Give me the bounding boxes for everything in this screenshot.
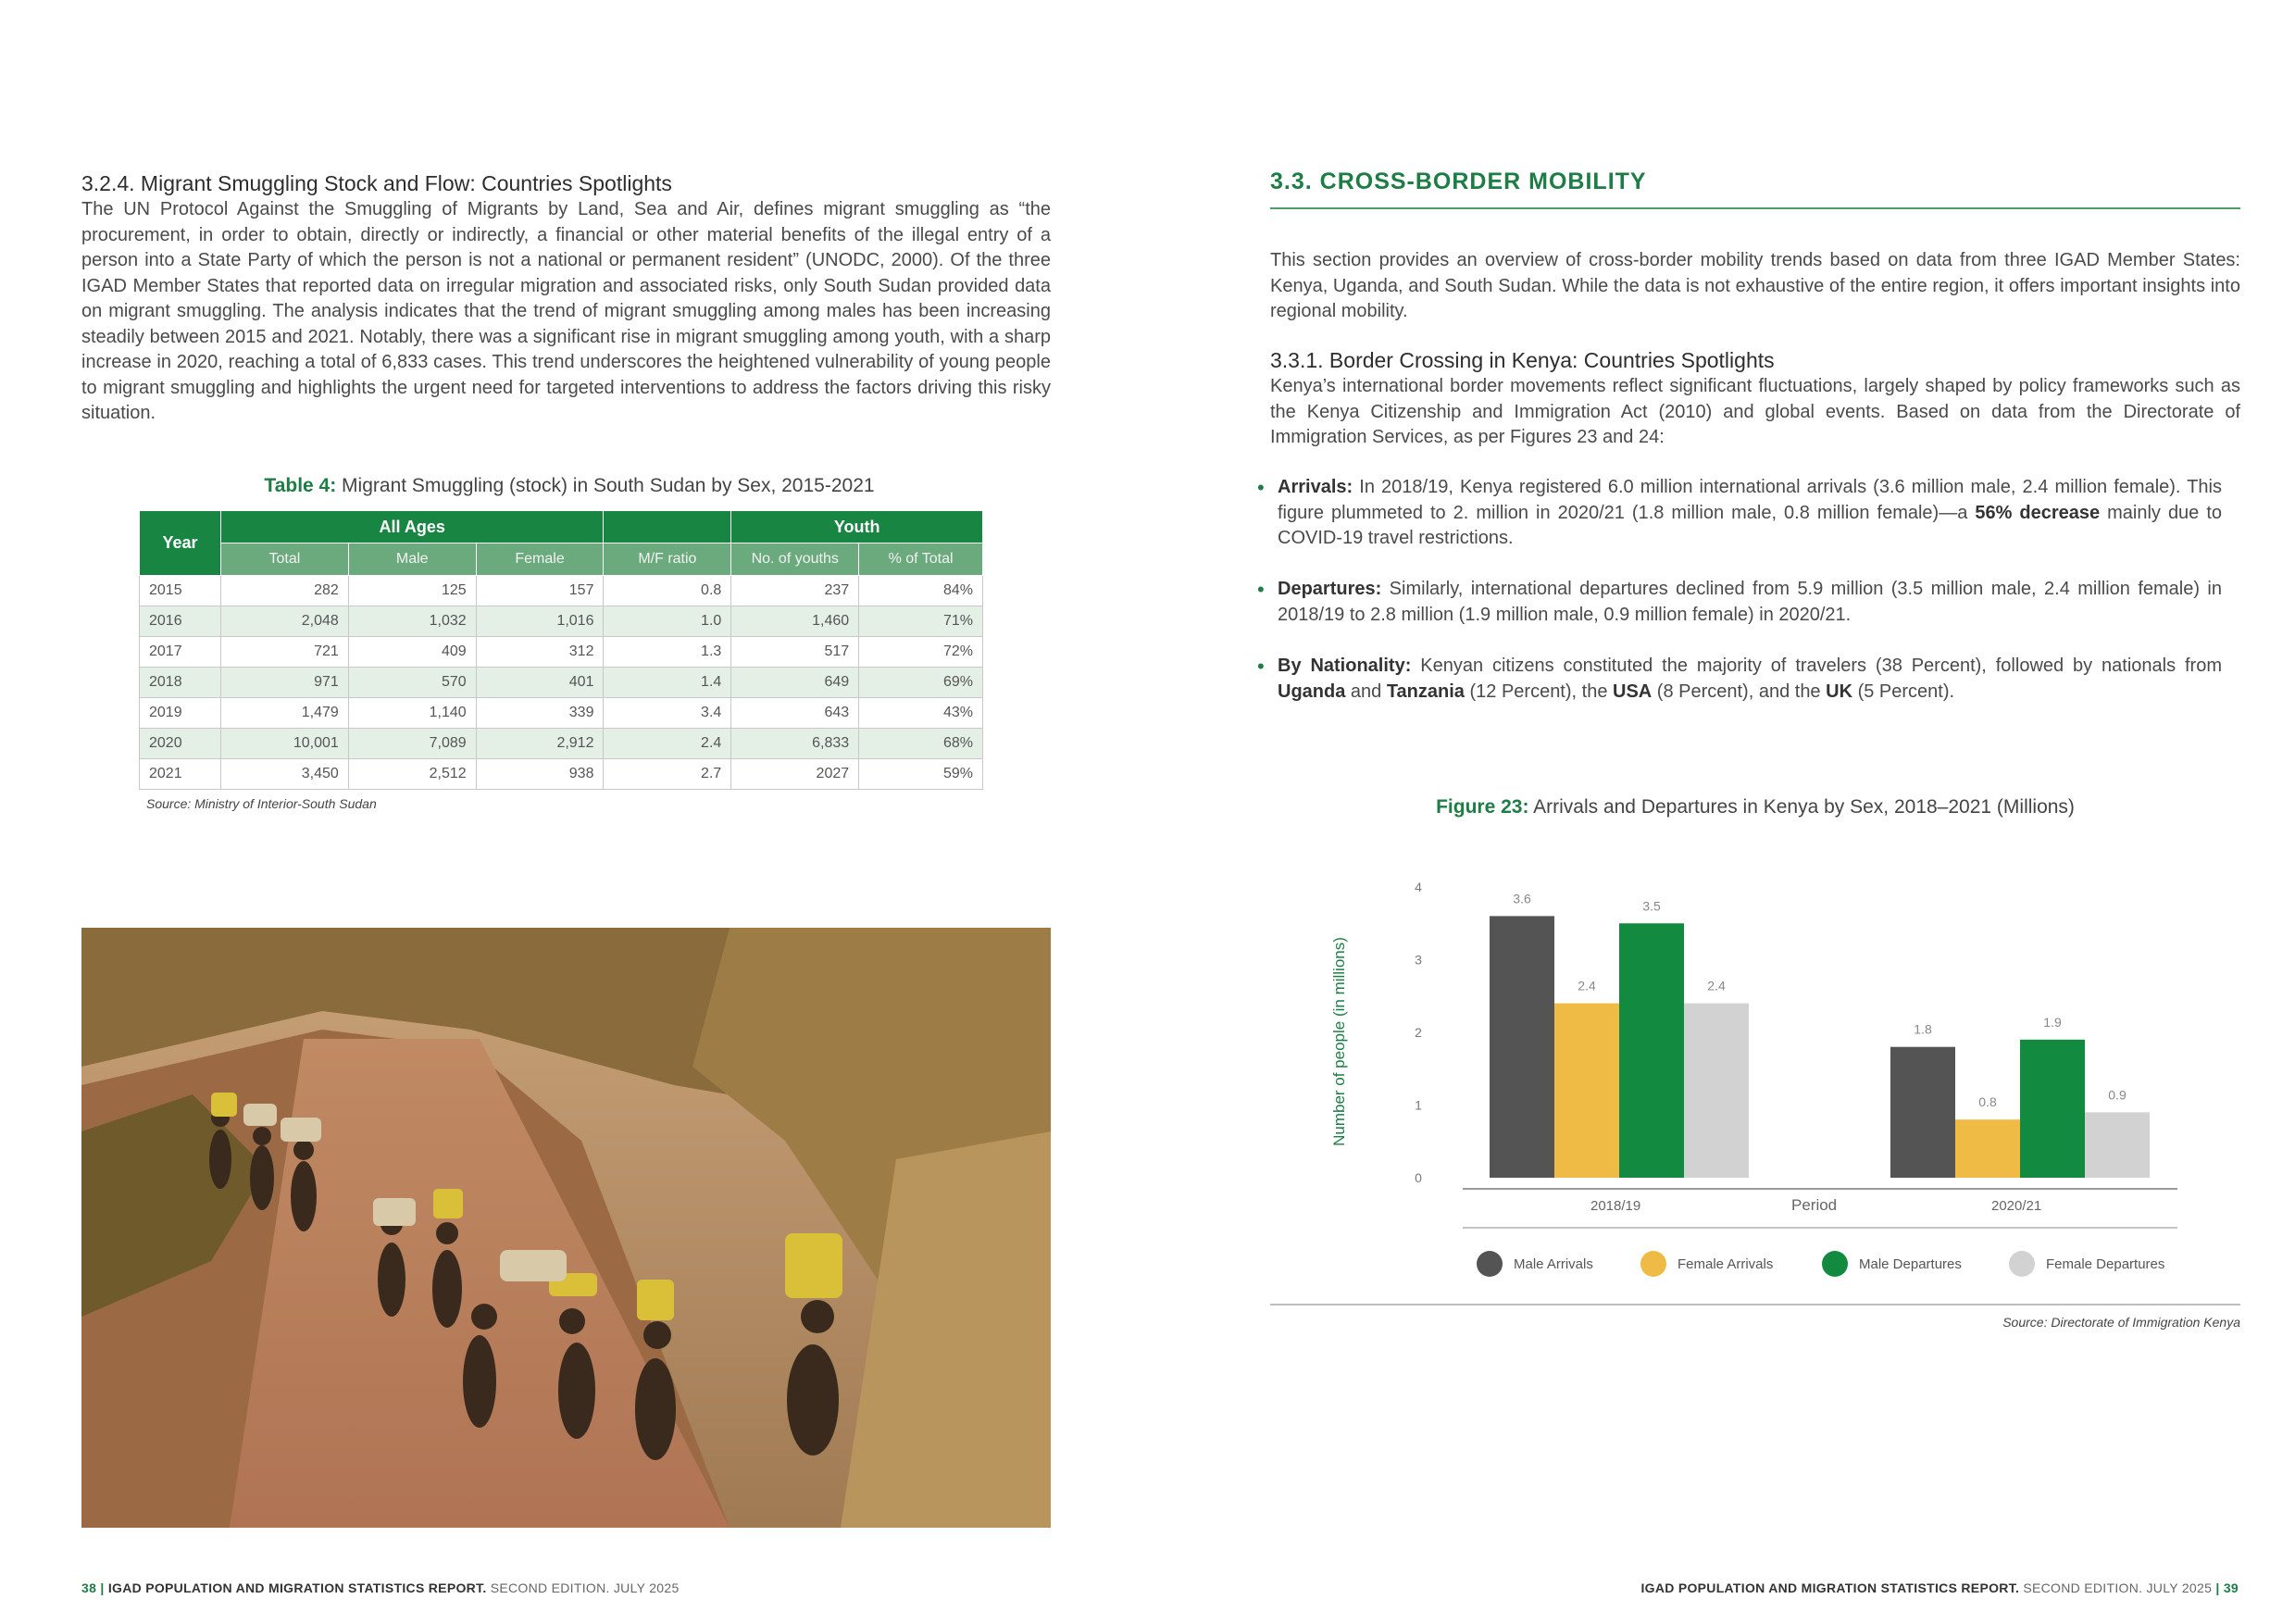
cell: 1.4: [604, 668, 731, 698]
cell: 1,016: [476, 606, 604, 637]
footer-right-edition: SECOND EDITION. JULY 2025: [2019, 1580, 2213, 1595]
cell: 68%: [859, 729, 983, 759]
cell: 2019: [140, 698, 221, 729]
legend-swatch: [1477, 1251, 1503, 1277]
legend-label: Female Departures: [2046, 1255, 2165, 1272]
y-tick-label: 1: [1415, 1097, 1422, 1113]
cell: 312: [476, 637, 604, 668]
cell: 69%: [859, 668, 983, 698]
cell: 282: [220, 576, 348, 606]
col-no-of-youths: No. of youths: [731, 543, 859, 576]
legend-label: Male Arrivals: [1514, 1255, 1593, 1272]
table-4-source: Source: Ministry of Interior-South Sudan: [146, 796, 377, 811]
cell: 0.8: [604, 576, 731, 606]
cell: 1,032: [348, 606, 476, 637]
table-row: [140, 637, 983, 668]
footer-right: [1640, 1580, 2239, 1595]
bullet-arrivals: [1257, 475, 2222, 552]
cell: 1.0: [604, 606, 731, 637]
bullet-text: (12 Percent), the: [1464, 681, 1613, 702]
cell: 938: [476, 759, 604, 790]
bullet-label: Departures:: [1278, 579, 1382, 599]
page-number-left: 38: [81, 1580, 97, 1595]
figure-23-caption-label: Figure 23:: [1436, 796, 1529, 818]
cell: 1.3: [604, 637, 731, 668]
legend-male-departures: [1822, 1250, 1962, 1278]
y-axis-label: Number of people (in millions): [1330, 937, 1348, 1146]
bar-male-departures: [1619, 923, 1684, 1178]
footer-divider-right: |: [2215, 1580, 2220, 1595]
cell: 2027: [731, 759, 859, 790]
legend-label: Female Arrivals: [1678, 1255, 1774, 1272]
cell: 3.4: [604, 698, 731, 729]
bar-value-label: 1.9: [2043, 1014, 2062, 1030]
figure-23-caption-text: Arrivals and Departures in Kenya by Sex, 2018–2021 (Millions): [1528, 796, 2075, 818]
cell: 84%: [859, 576, 983, 606]
cell: 2016: [140, 606, 221, 637]
children-carrying-water-photo: [81, 928, 1051, 1528]
bullet-emphasis: USA: [1613, 681, 1653, 702]
cell: 570: [348, 668, 476, 698]
section-3-2-4-heading: 3.2.4. Migrant Smuggling Stock and Flow: Countries Spotlights: [81, 171, 672, 195]
legend-swatch: [2009, 1251, 2035, 1277]
cell: 2,912: [476, 729, 604, 759]
cell: 1,479: [220, 698, 348, 729]
table-4-caption-label: Table 4:: [264, 475, 337, 496]
figure-23-caption: [1270, 796, 2240, 818]
table-4-caption-text: Migrant Smuggling (stock) in South Sudan by Sex, 2015-2021: [336, 475, 875, 496]
bullet-dot: •: [1257, 655, 1265, 678]
bullet-text: (5 Percent).: [1852, 681, 1955, 702]
cell: 2018: [140, 668, 221, 698]
cell: 157: [476, 576, 604, 606]
year-header: Year: [140, 511, 221, 576]
bullet-emphasis: Uganda: [1278, 681, 1346, 702]
legend-swatch: [1822, 1251, 1848, 1277]
bullet-text-tail: mainly due to COVID-19 travel restrictions.: [1278, 502, 2222, 548]
cell: 7,089: [348, 729, 476, 759]
y-axis-ticks: [1415, 880, 1422, 1185]
table-row: [140, 668, 983, 698]
cell: 2017: [140, 637, 221, 668]
col-female: Female: [476, 543, 604, 576]
footer-left: [81, 1580, 680, 1595]
bullet-text: Kenyan citizens constituted the majority of travelers (38 Percent), followed by nationals from: [1411, 656, 2222, 676]
cell: 72%: [859, 637, 983, 668]
bullet-text: (8 Percent), and the: [1652, 681, 1827, 702]
cell: 721: [220, 637, 348, 668]
figure-bottom-rule: [1270, 1304, 2240, 1305]
figure-23-source: Source: Directorate of Immigration Kenya: [2002, 1315, 2240, 1330]
table-row: [140, 576, 983, 606]
cell: 339: [476, 698, 604, 729]
blank-group-header: [604, 511, 731, 543]
section-3-3-1-heading: 3.3.1. Border Crossing in Kenya: Countries Spotlights: [1270, 348, 1775, 372]
bullet-dot: •: [1257, 476, 1265, 499]
photo-illustration: [81, 928, 1051, 1528]
cell: 971: [220, 668, 348, 698]
bullet-label: Arrivals:: [1278, 477, 1353, 497]
cell: 43%: [859, 698, 983, 729]
table-4-caption: [0, 475, 1139, 497]
smuggling-paragraph: The UN Protocol Against the Smuggling of Migrants by Land, Sea and Air, defines migrant smuggling as “the procurement, in order to obtain, directly or indirectly, a financial or other material benefits of the illegal entry of a person into a State Party of which the person is not a national or permanent resident” (UNODC, 2000). Of the three IGAD Member States that reported data on irregular migration and associated risks, only South Sudan provided data on migrant smuggling. The analysis indicates that the trend of migrant smuggling among males has been increasing steadily between 2015 and 2021. Notably, there was a significant rise in migrant smuggling among youth, with a sharp increase in 2020, reaching a total of 6,833 cases. This trend underscores the heightened vulnerability of young people to migrant smuggling and highlights the urgent need for targeted interventions to address the factors driving this risky situation.: [81, 199, 1051, 423]
bullet-emphasis: UK: [1826, 681, 1853, 702]
bar-value-label: 1.8: [1914, 1021, 1932, 1037]
y-tick-label: 3: [1415, 952, 1422, 968]
bar-female-arrivals: [1554, 1004, 1619, 1178]
x-axis-label: Period: [1791, 1196, 1838, 1214]
bullet-dot: •: [1257, 578, 1265, 601]
bar-male-departures: [2020, 1040, 2085, 1178]
bullet-departures: [1257, 577, 2222, 628]
table-row: [140, 759, 983, 790]
bar-value-label: 3.5: [1642, 898, 1661, 914]
cell: 2,048: [220, 606, 348, 637]
bar-value-label: 3.6: [1513, 891, 1531, 906]
cell: 3,450: [220, 759, 348, 790]
page-number-right: 39: [2223, 1580, 2239, 1595]
bar-female-arrivals: [1955, 1119, 2020, 1178]
cell: 2,512: [348, 759, 476, 790]
bar-value-label: 0.9: [2108, 1087, 2127, 1103]
cell: 409: [348, 637, 476, 668]
bullet-text: Similarly, international departures declined from 5.9 million (3.5 million male, 2.4 million female) in 2018/19 to 2.8 million (1.9 million male, 0.9 million female) in 2020/21.: [1278, 579, 2222, 625]
cell: 2.7: [604, 759, 731, 790]
kenya-border-paragraph: Kenya’s international border movements reflect significant fluctuations, largely shaped by policy frameworks such as the Kenya Citizenship and Immigration Act (2010) and global events. Based on data from the Directorate of Immigration Services, as per Figures 23 and 24:: [1270, 376, 2240, 447]
cell: 71%: [859, 606, 983, 637]
bar-female-departures: [2085, 1112, 2150, 1178]
y-tick-label: 2: [1415, 1025, 1422, 1040]
heading-rule: [1270, 207, 2240, 209]
x-axis-category-labels: [1270, 1198, 2240, 1218]
cell: 237: [731, 576, 859, 606]
cell: 59%: [859, 759, 983, 790]
legend-swatch: [1640, 1251, 1666, 1277]
legend-male-arrivals: [1477, 1250, 1593, 1278]
x-tick-label: 2020/21: [1991, 1198, 2042, 1214]
table-4: [139, 510, 983, 790]
all-ages-header: All Ages: [220, 511, 604, 543]
cell: 2.4: [604, 729, 731, 759]
legend-label: Male Departures: [1859, 1255, 1962, 1272]
bar-value-label: 2.4: [1578, 978, 1596, 993]
cell: 1,460: [731, 606, 859, 637]
cell: 10,001: [220, 729, 348, 759]
y-tick-label: 4: [1415, 880, 1422, 894]
bar-female-departures: [1684, 1004, 1749, 1178]
y-tick-label: 0: [1415, 1170, 1422, 1185]
bullet-emphasis: 56% decrease: [1975, 502, 2101, 523]
col-male: Male: [348, 543, 476, 576]
bullet-emphasis: Tanzania: [1386, 681, 1465, 702]
section-3-3-heading: 3.3. CROSS-BORDER MOBILITY: [1270, 169, 1647, 194]
bar-male-arrivals: [1890, 1047, 1955, 1178]
cell: 517: [731, 637, 859, 668]
cell: 2020: [140, 729, 221, 759]
cell: 6,833: [731, 729, 859, 759]
legend-female-arrivals: [1640, 1250, 1773, 1278]
x-axis-bottom-rule: [1463, 1227, 2177, 1229]
bar-male-arrivals: [1490, 916, 1554, 1178]
cell: 643: [731, 698, 859, 729]
bullet-text: and: [1345, 681, 1387, 702]
x-tick-label: 2018/19: [1590, 1198, 1641, 1214]
cell: 2021: [140, 759, 221, 790]
youth-header: Youth: [731, 511, 983, 543]
legend-female-departures: [2009, 1250, 2164, 1278]
cell: 125: [348, 576, 476, 606]
cell: 1,140: [348, 698, 476, 729]
col-mf-ratio: M/F ratio: [604, 543, 731, 576]
table-row: [140, 606, 983, 637]
col-total: Total: [220, 543, 348, 576]
cell: 401: [476, 668, 604, 698]
table-row: [140, 729, 983, 759]
figure-23-bar-chart: [1270, 870, 2240, 1204]
bullet-nationality: [1257, 654, 2222, 705]
bar-series: [1490, 916, 2150, 1178]
footer-divider-left: |: [100, 1580, 105, 1595]
cell: 649: [731, 668, 859, 698]
bar-value-label: 0.8: [1978, 1094, 1997, 1110]
cross-border-intro: This section provides an overview of cross-border mobility trends based on data from three IGAD Member States: Kenya, Uganda, and South Sudan. While the data is not exhaustive of the entire region, it offers important insights into regional mobility.: [1270, 250, 2240, 321]
footer-right-title: IGAD POPULATION AND MIGRATION STATISTICS REPORT.: [1640, 1580, 2020, 1595]
footer-left-edition: SECOND EDITION. JULY 2025: [486, 1580, 680, 1595]
footer-left-title: IGAD POPULATION AND MIGRATION STATISTICS REPORT.: [107, 1580, 487, 1595]
bar-value-label: 2.4: [1707, 978, 1726, 993]
cell: 2015: [140, 576, 221, 606]
col-pct-of-total: % of Total: [859, 543, 983, 576]
bullet-label: By Nationality:: [1278, 656, 1412, 676]
table-row: [140, 698, 983, 729]
bullet-text: In 2018/19, Kenya registered 6.0 million international arrivals (3.6 million male, 2.4 million female). This figure plummeted to 2. million in 2020/21 (1.8 million male, 0.8 million female)—a: [1278, 477, 2222, 523]
